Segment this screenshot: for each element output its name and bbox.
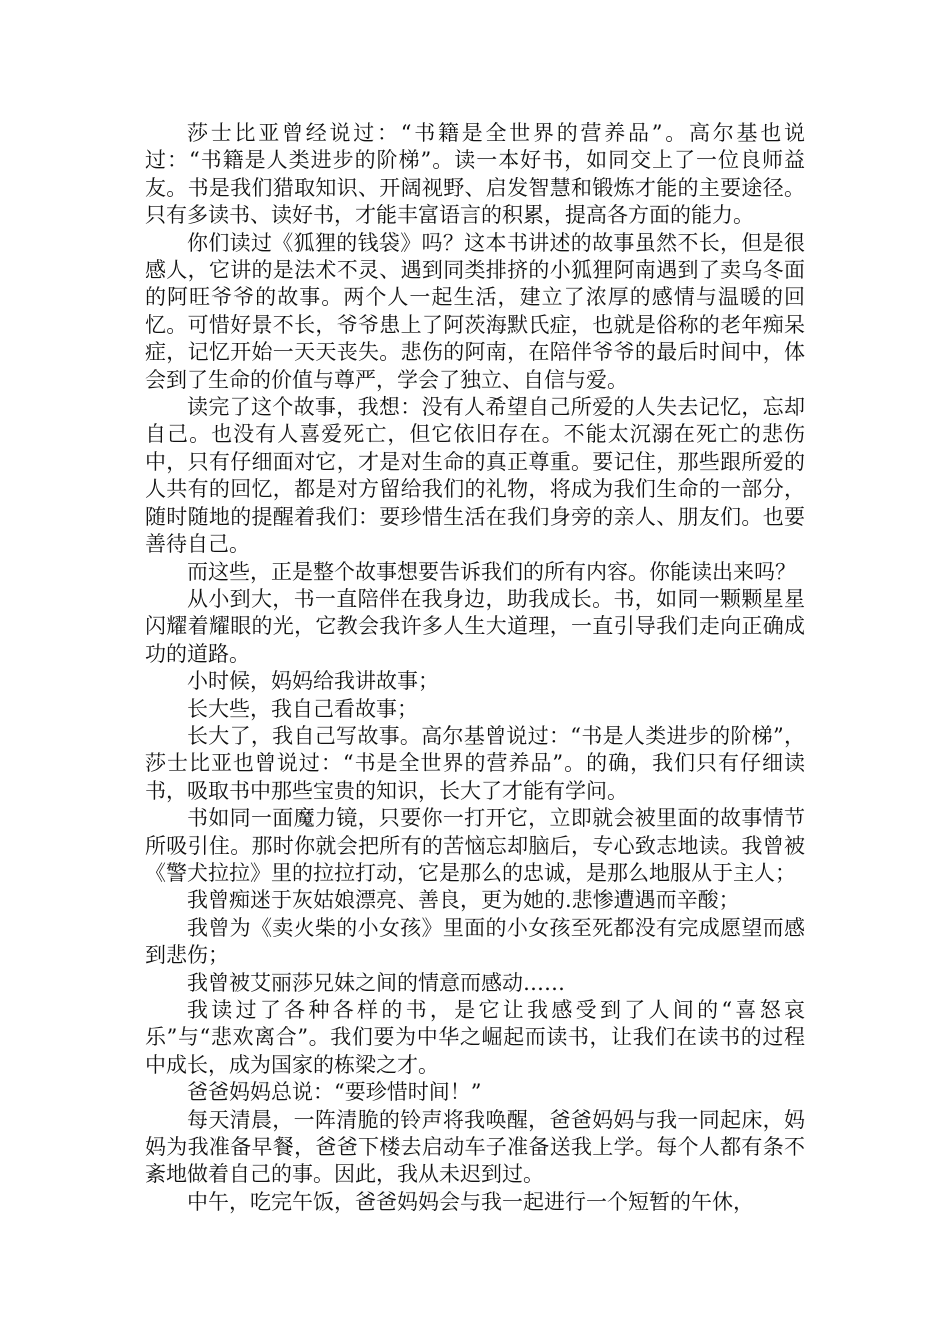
paragraph: 长大了，我自己写故事。高尔基曾说过：“书是人类进步的阶梯”，莎士比亚也曾说过：“书是全世界的营养品”。的确，我们只有仔细读书，吸取书中那些宝贵的知识，长大了才能有学问。 [145, 723, 805, 803]
paragraph: 长大些，我自己看故事； [187, 696, 418, 721]
paragraph: 我读过了各种各样的书，是它让我感受到了人间的“喜怒哀乐”与“悲欢离合”。我们要为中华之崛起而读书，让我们在读书的过程中成长，成为国家的栋梁之才。 [145, 998, 805, 1077]
paragraph: 我曾为《卖火柴的小女孩》里面的小女孩至死都没有完成愿望而感到悲伤； [145, 915, 805, 968]
paragraph: 我曾被艾丽莎兄妹之间的情意而感动…… [187, 970, 565, 995]
paragraph: 从小到大，书一直陪伴在我身边，助我成长。书，如同一颗颗星星闪耀着耀眼的光，它教会我许多人生大道理，一直引导我们走向正确成功的道路。 [145, 586, 805, 666]
paragraph: 每天清晨，一阵清脆的铃声将我唤醒，爸爸妈妈与我一同起床，妈妈为我准备早餐，爸爸下楼去启动车子准备送我上学。每个人都有条不紊地做着自己的事。因此，我从未迟到过。 [145, 1107, 805, 1187]
paragraph: 爸爸妈妈总说：“要珍惜时间！” [187, 1080, 482, 1105]
paragraph: 莎士比亚曾经说过：“书籍是全世界的营养品”。高尔基也说过：“书籍是人类进步的阶梯”。读一本好书，如同交上了一位良师益友。书是我们猎取知识、开阔视野、启发智慧和锻炼才能的主要途径。只有多读书、读好书，才能丰富语言的积累，提高各方面的能力。 [145, 121, 805, 228]
document-body [145, 120, 805, 1216]
paragraph: 你们读过《狐狸的钱袋》吗？这本书讲述的故事虽然不长，但是很感人，它讲的是法术不灵、遇到同类排挤的小狐狸阿南遇到了卖乌冬面的阿旺爷爷的故事。两个人一起生活，建立了浓厚的感情与温暖的回忆。可惜好景不长，爷爷患上了阿茨海默氏症，也就是俗称的老年痴呆症，记忆开始一天天丧失。悲伤的阿南，在陪伴爷爷的最后时间中，体会到了生命的价值与尊严，学会了独立、自信与爱。 [145, 230, 805, 392]
paragraph: 我曾痴迷于灰姑娘漂亮、善良，更为她的.悲惨遭遇而辛酸； [187, 888, 740, 913]
paragraph: 而这些，正是整个故事想要告诉我们的所有内容。你能读出来吗？ [187, 559, 796, 584]
paragraph: 书如同一面魔力镜，只要你一打开它，立即就会被里面的故事情节所吸引住。那时你就会把所有的苦恼忘却脑后，专心致志地读。我曾被《警犬拉拉》里的拉拉打动，它是那么的忠诚，是那么地服从于主人； [145, 806, 805, 885]
paragraph: 读完了这个故事，我想：没有人希望自己所爱的人失去记忆，忘却自己。也没有人喜爱死亡，但它依旧存在。不能太沉溺在死亡的悲伤中，只有仔细面对它，才是对生命的真正尊重。要记住，那些跟所爱的人共有的回忆，都是对方留给我们的礼物，将成为我们生命的一部分，随时随地的提醒着我们：要珍惜生活在我们身旁的亲人、朋友们。也要善待自己。 [145, 395, 805, 557]
paragraph: 小时候，妈妈给我讲故事； [187, 669, 439, 694]
paragraph: 中午，吃完午饭，爸爸妈妈会与我一起进行一个短暂的午休， [187, 1189, 754, 1214]
